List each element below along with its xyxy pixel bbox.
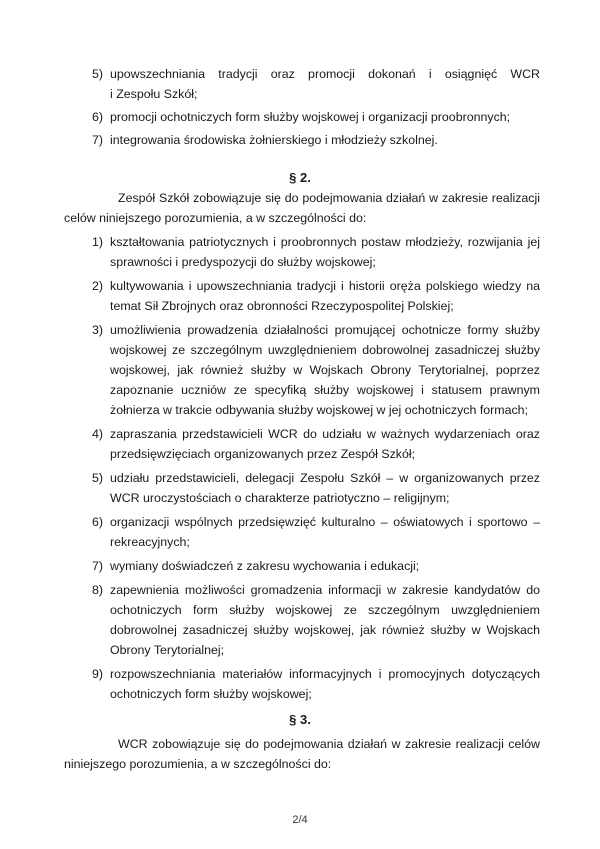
item-number: 1) bbox=[92, 235, 104, 249]
item-text-line: wojskowej ze szczególnym uwzględnieniem dobrowolnej zasadniczej służby bbox=[110, 343, 540, 357]
list-item bbox=[92, 276, 540, 316]
intro-line: niniejszego porozumienia, a w szczególności do: bbox=[64, 757, 332, 771]
item-text-line: dobrowolnej zasadniczej służby wojskowej, jak również służby w Wojskach bbox=[110, 623, 540, 637]
intro-line: Zespół Szkół zobowiązuje się do podejmowania działań w zakresie realizacji bbox=[118, 191, 540, 205]
intro-line: WCR zobowiązuje się do podejmowania działań w zakresie realizacji celów bbox=[118, 737, 540, 751]
intro-line: celów niniejszego porozumienia, a w szczególności do: bbox=[64, 211, 367, 225]
page-number: 2/4 bbox=[292, 814, 308, 826]
item-number: 7) bbox=[92, 559, 104, 573]
list-item bbox=[92, 512, 540, 552]
list-item bbox=[92, 64, 540, 104]
item-text-line: kształtowania patriotycznych i proobronnych postaw młodzieży, rozwijania jej bbox=[110, 235, 540, 249]
list-item bbox=[92, 580, 540, 660]
item-text-line: integrowania środowiska żołnierskiego i młodzieży szkolnej. bbox=[110, 133, 438, 147]
item-text-line: rozpowszechniania materiałów informacyjnych i promocyjnych dotyczących bbox=[110, 667, 540, 681]
section2-list bbox=[92, 232, 540, 704]
item-number: 7) bbox=[92, 133, 104, 147]
item-text-line: zapoznanie uczniów ze specyfiką służby wojskowej i statusem prawnym bbox=[110, 383, 540, 397]
list-item bbox=[92, 424, 540, 464]
list-item bbox=[92, 130, 540, 150]
item-number: 6) bbox=[92, 110, 104, 124]
section3-intro bbox=[64, 734, 540, 774]
section3-heading: § 3. bbox=[289, 712, 311, 727]
item-text-line: kultywowania i upowszechniania tradycji i historii oręża polskiego wiedzy na bbox=[110, 279, 540, 293]
item-number: 3) bbox=[92, 323, 104, 337]
item-text-line: organizacji wspólnych przedsięwzięć kulturalno – oświatowych i sportowo – bbox=[110, 515, 540, 529]
item-text-line: wymiany doświadczeń z zakresu wychowania i edukacji; bbox=[110, 559, 420, 573]
item-text-line: wojskowej, jak również służby w Wojskach Obrony Terytorialnej, poprzez bbox=[110, 363, 540, 377]
section2-intro bbox=[64, 188, 540, 228]
section2-heading: § 2. bbox=[289, 170, 311, 185]
item-number: 8) bbox=[92, 583, 104, 597]
item-text-line: i Zespołu Szkół; bbox=[110, 87, 198, 101]
item-text-line: żołnierza w trakcie odbywania służby wojskowej w jej ochotniczych formach; bbox=[110, 403, 529, 417]
item-text-line: WCR uroczystościach o charakterze patriotyczno – religijnym; bbox=[110, 491, 450, 505]
list-item bbox=[92, 556, 540, 576]
item-text-line: ochotniczych form służby wojskowej; bbox=[110, 687, 312, 701]
item-text-line: zapewnienia możliwości gromadzenia informacji w zakresie kandydatów do bbox=[110, 583, 540, 597]
item-text-line: udziału przedstawicieli, delegacji Zespołu Szkół – w organizowanych przez bbox=[110, 471, 540, 485]
section1-list-continuation bbox=[92, 64, 540, 150]
list-item bbox=[92, 107, 540, 127]
item-text-line: temat Sił Zbrojnych oraz obronności Rzeczypospolitej Polskiej; bbox=[110, 299, 454, 313]
list-item bbox=[92, 664, 540, 704]
item-number: 5) bbox=[92, 67, 104, 81]
item-text-line: zapraszania przedstawicieli WCR do udziału w ważnych wydarzeniach oraz bbox=[110, 427, 540, 441]
item-text-line: upowszechniania tradycji oraz promocji dokonań i osiągnięć WCR bbox=[110, 67, 540, 81]
item-number: 9) bbox=[92, 667, 104, 681]
item-number: 4) bbox=[92, 427, 104, 441]
list-item bbox=[92, 232, 540, 272]
list-item bbox=[92, 468, 540, 508]
item-number: 5) bbox=[92, 471, 104, 485]
item-text-line: promocji ochotniczych form służby wojskowej i organizacji proobronnych; bbox=[110, 110, 511, 124]
item-text-line: umożliwienia prowadzenia działalności promującej ochotnicze formy służby bbox=[110, 323, 540, 337]
item-text-line: Obrony Terytorialnej; bbox=[110, 643, 225, 657]
item-text-line: ochotniczych form służby wojskowej ze szczególnym uwzględnieniem bbox=[110, 603, 540, 617]
item-number: 6) bbox=[92, 515, 104, 529]
item-text-line: przedsięwzięciach organizowanych przez Zespół Szkół; bbox=[110, 447, 416, 461]
item-text-line: sprawności i predyspozycji do służby wojskowej; bbox=[110, 255, 376, 269]
item-text-line: rekreacyjnych; bbox=[110, 535, 190, 549]
list-item bbox=[92, 320, 540, 420]
item-number: 2) bbox=[92, 279, 104, 293]
